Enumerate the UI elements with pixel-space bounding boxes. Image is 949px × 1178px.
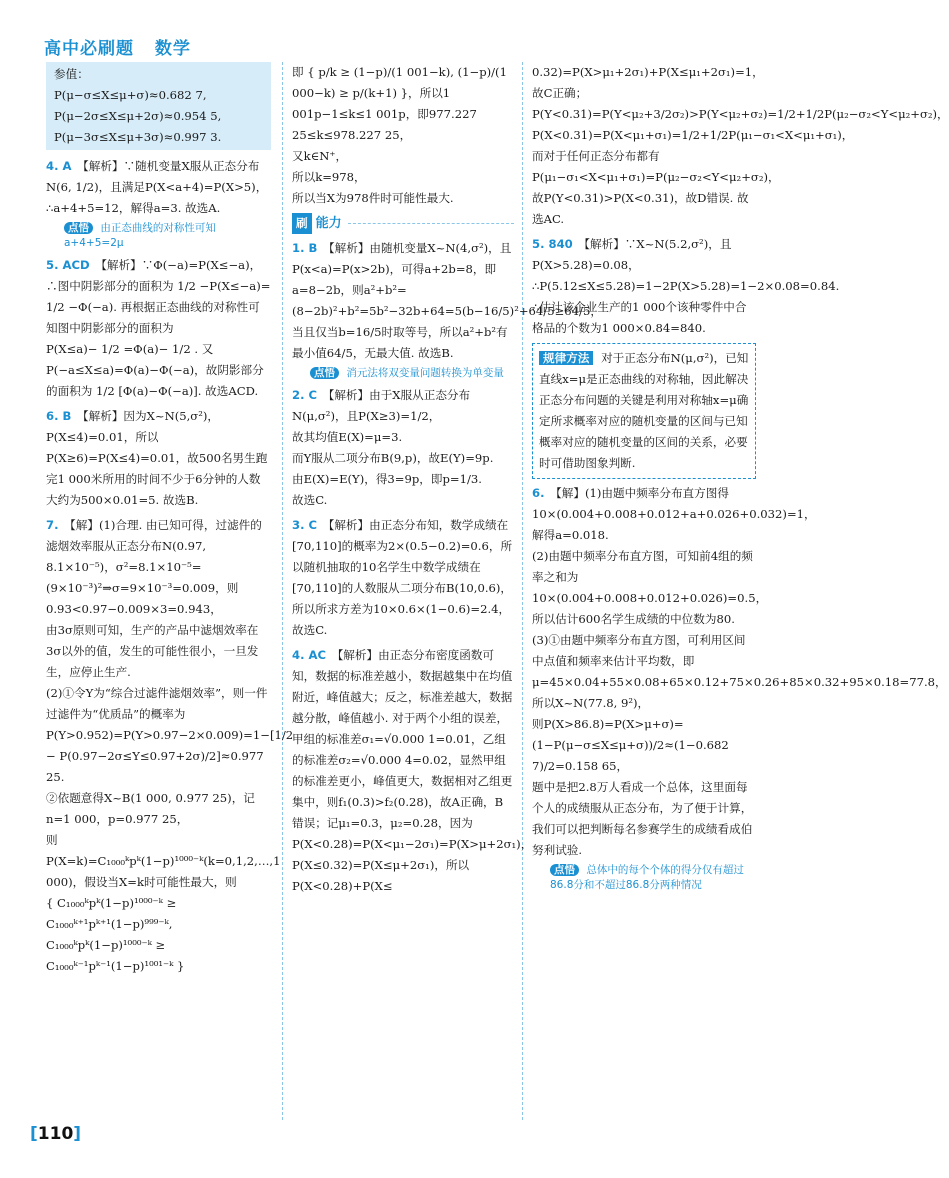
answer-number: 5. ACD	[46, 258, 90, 272]
answer-6	[532, 483, 947, 893]
answer-text: 【解析】由正态分布密度函数可知，数据的标准差越小，数据越集中在均值附近，峰值越大；反之，标准差越大，数据越分散，峰值越小. 对于两个小组的误差，甲组的标准差σ₁=√0.000 1=0.01，乙组的标准差σ₂=√0.000 4=0.02，显然甲组的标准差更小，峰值更大，数据相对乙组更集中，则f₁(0.3)>f₂(0.28)，故A正确，B错误；记μ₁=0.3，μ₂=0.28，因为P(X<0.28)=P(X<μ₁−2σ₁)=P(X>μ+2σ₁)，P(X≤0.32)=P(X≤μ+2σ₁)，所以P(X<0.28)+P(X≤	[292, 648, 533, 893]
answer-6	[46, 406, 271, 511]
answer-text: 【解】(1)合理. 由已知可得，过滤件的滤烟效率服从正态分布N(0.97, 8.1×10⁻⁵)，σ²=8.1×10⁻⁵=(9×10⁻³)²⇒σ=9×10⁻³=0.009，则0.93<0.97−0.009×3=0.943，	[46, 518, 262, 616]
page-number: [ 110 ]	[30, 1124, 81, 1144]
answer-text: ∴P(5.12≤X≤5.28)=1−2P(X>5.28)=1−2×0.08=0.84. ∴估计该企业生产的1 000个该种零件中合格品的个数为1 000×0.84=840.	[532, 279, 840, 335]
answer-text: (2)①令Y为“综合过滤件滤烟效率”，则一件过滤件为“优质品”的概率为P(Y>0.952)=P(Y>0.97−2×0.009)=1−[1/2 − P(0.97−2σ≤Y≤0.97+2σ)/2]≈0.977 25.	[46, 686, 294, 784]
ref-line: P(μ−2σ≤X≤μ+2σ)≈0.954 5,	[54, 109, 222, 123]
answer-text: 【解析】由正态分布知，数学成绩在[70,110]的概率为2×(0.5−0.2)=0.6，所以随机抽取的10名学生中数学成绩在[70,110]的人数服从二项分布B(10,0.6)，所以所求方差为10×0.6×(1−0.6)=2.4，故选C.	[292, 518, 513, 637]
answer-number: 3. C	[292, 518, 318, 532]
method-tag: 规律方法	[539, 351, 593, 365]
column-1	[46, 62, 294, 977]
section-title: 能力	[315, 216, 342, 231]
answer-text: { C₁₀₀₀ᵏpᵏ(1−p)¹⁰⁰⁰⁻ᵏ ≥ C₁₀₀₀ᵏ⁺¹pᵏ⁺¹(1−p)⁹⁹⁹⁻ᵏ, C₁₀₀₀ᵏpᵏ(1−p)¹⁰⁰⁰⁻ᵏ ≥ C₁₀₀₀ᵏ⁻¹pᵏ⁻¹(1−p)¹⁰⁰¹⁻ᵏ }	[46, 896, 185, 973]
answer-number: 1. B	[292, 241, 318, 255]
answer-number: 4. AC	[292, 648, 326, 662]
answer-5	[46, 255, 271, 402]
answer-2	[292, 385, 514, 511]
answer-number: 6. B	[46, 409, 72, 423]
answer-text: 故其均值E(X)=μ=3.	[292, 430, 403, 444]
answer-text: 题中是把2.8万人看成一个总体，这里面每个人的成绩服从正态分布，为了便于计算，我们可以把判断每名参赛学生的成绩看成伯努利试验.	[532, 780, 753, 857]
method-text: 对于正态分布N(μ,σ²)，已知直线x=μ是正态曲线的对称轴，因此解决正态分布问题的关键是利用对称轴x=μ确定所求概率对应的随机变量的区间与已知概率对应的随机变量的区间的关系，必要时可借助图象判断.	[539, 351, 749, 470]
answer-text: 由E(X)=E(Y)，得3=9p，即p=1/3.	[292, 472, 482, 486]
answer-text: 0.32)=P(X>μ₁+2σ₁)+P(X≤μ₁+2σ₁)=1，故C正确；P(Y<0.31)=P(Y<μ₂+3/2σ₂)>P(Y<μ₂+σ₂)=1/2+1/2P(μ₂−σ₂<Y<μ₂+σ₂)，	[532, 65, 949, 121]
hint-text: 总体中的每个个体的得分仅有超过86.8分和不超过86.8分两种情况	[550, 864, 744, 891]
answer-text: P(X<0.31)=P(X<μ₁+σ₁)=1/2+1/2P(μ₁−σ₁<X<μ₁+σ₁)，而对于任何正态分布都有P(μ₁−σ₁<X<μ₁+σ₁)=P(μ₂−σ₂<Y<μ₂+σ₂)，故P(Y<0.31)>P(X<0.31)，故D错误. 故选AC.	[532, 128, 854, 226]
answer-text: 【解析】因为X~N(5,σ²)，P(X≤4)=0.01，所以P(X≥6)=P(X≤4)=0.01，故500名男生跑完1 000米所用的时间不少于6分钟的人数大约为500×0.01=5. 故选B.	[46, 409, 268, 507]
answer-text: 故选C.	[292, 493, 328, 507]
ref-line: P(μ−σ≤X≤μ+σ)≈0.682 7,	[54, 88, 207, 102]
answer-text: 而Y服从二项分布B(9,p)，故E(Y)=9p.	[292, 451, 494, 465]
answer-4	[46, 156, 271, 251]
answer-text: 所以k=978，	[292, 170, 366, 184]
answer-5	[532, 234, 840, 339]
answer-text: (2)由题中频率分布直方图，可知前4组的频率之和为10×(0.004+0.008+0.012+0.026)=0.5，所以估计600名学生成绩的中位数为80.	[532, 549, 768, 626]
hint-note	[310, 366, 514, 381]
page-header	[44, 34, 205, 59]
answer-3	[292, 515, 514, 641]
hint-tag: 点悟	[310, 367, 339, 379]
answer-text: 则P(X>86.8)=P(X>μ+σ)=(1−P(μ−σ≤X≤μ+σ))/2≈(1−0.682 7)/2=0.158 65，	[532, 717, 729, 773]
answer-text: 【解析】由于X服从正态分布N(μ,σ²)，且P(X≥3)=1/2，	[292, 388, 471, 423]
answer-text: 【解析】由随机变量X~N(4,σ²)，且P(x<a)=P(x>2b)，可得a+2b=8，即a=8−2b，则a²+b²=(8−2b)²+b²=5b²−32b+64=5(b−16/5)²+64/5≥64/5，当且仅当b=16/5时取等号，所以a²+b²有最小值64/5，无最大值. 故选B.	[292, 241, 602, 360]
column-3	[532, 62, 949, 897]
answer-text: 所以当X为978件时可能性最大.	[292, 191, 454, 205]
answer-text: 【解析】∵X~N(5.2,σ²)，且P(X>5.28)=0.08，	[532, 237, 732, 272]
hint-text: 由正态曲线的对称性可知 a+4+5=2μ	[64, 222, 216, 249]
ref-line: 参值：	[54, 67, 89, 81]
hint-text: 消元法将双变量问题转换为单变量	[346, 367, 504, 379]
answer-number: 4. A	[46, 159, 72, 173]
answer-number: 2. C	[292, 388, 318, 402]
answer-number: 5. 840	[532, 237, 573, 251]
answer-number: 7.	[46, 518, 59, 532]
section-heading	[292, 213, 514, 234]
subject-title: 数学	[154, 39, 191, 59]
reference-box	[46, 62, 271, 150]
hint-tag: 点悟	[64, 222, 93, 234]
answer-text: 则P(X=k)=C₁₀₀₀ᵏpᵏ(1−p)¹⁰⁰⁰⁻ᵏ(k=0,1,2,…,1 000)，假设当X=k时可能性最大，则	[46, 833, 281, 889]
answer-7	[46, 515, 294, 977]
answer-text: ②依题意得X~B(1 000, 0.977 25)，记n=1 000，p=0.977 25，	[46, 791, 255, 826]
answer-text: 【解析】∵Φ(−a)=P(X≤−a)，	[95, 258, 262, 272]
answer-text: 所以X~N(77.8, 9²)，	[532, 696, 650, 710]
answer-text: 【解】(1)由题中频率分布直方图得10×(0.004+0.008+0.012+a+0.026+0.032)=1，解得a=0.018.	[532, 486, 816, 542]
answer-4	[292, 645, 533, 897]
column-divider	[522, 62, 523, 1120]
answer-text: 【解析】∵随机变量X服从正态分布N(6, 1/2)，且满足P(X<a+4)=P(X>5)，	[46, 159, 268, 194]
answer-text: 即 { p/k ≥ (1−p)/(1 001−k), (1−p)/(1 000−k) ≥ p/(k+1) }，所以1 001p−1≤k≤1 001p，即977.227 25≤k≤978.227 25，	[292, 65, 507, 142]
section-rule	[348, 223, 514, 224]
hint-tag: 点悟	[550, 864, 579, 876]
series-title: 高中必刷题	[44, 39, 134, 59]
section-badge: 刷	[292, 213, 312, 234]
answer-text: (3)①由题中频率分布直方图，可利用区间中点值和频率来估计平均数，即μ=45×0.04+55×0.08+65×0.12+75×0.26+85×0.32+95×0.18=77.8，	[532, 633, 947, 689]
answer-text: 由3σ原则可知，生产的产品中滤烟效率在3σ以外的值，发生的可能性很小，一旦发生，应停止生产.	[46, 623, 259, 679]
answer-text: P(X≤a)− 1/2 =Φ(a)− 1/2 . 又P(−a≤X≤a)=Φ(a)−Φ(−a)，故阴影部分的面积为 1/2 [Φ(a)−Φ(−a)]. 故选ACD.	[46, 342, 264, 398]
hint-note	[64, 221, 271, 251]
column-divider	[282, 62, 283, 1120]
method-box	[532, 343, 756, 479]
answer-number: 6.	[532, 486, 545, 500]
answer-text: 又k∈N⁺，	[292, 149, 348, 163]
answer-text: ∴a+4+5=12，解得a=3. 故选A.	[46, 201, 221, 215]
answer-text: ∴图中阴影部分的面积为 1/2 −P(X≤−a)= 1/2 −Φ(−a). 再根据正态曲线的对称性可知图中阴影部分的面积为	[46, 279, 271, 335]
hint-note	[550, 863, 756, 893]
ref-line: P(μ−3σ≤X≤μ+3σ)≈0.997 3.	[54, 130, 222, 144]
